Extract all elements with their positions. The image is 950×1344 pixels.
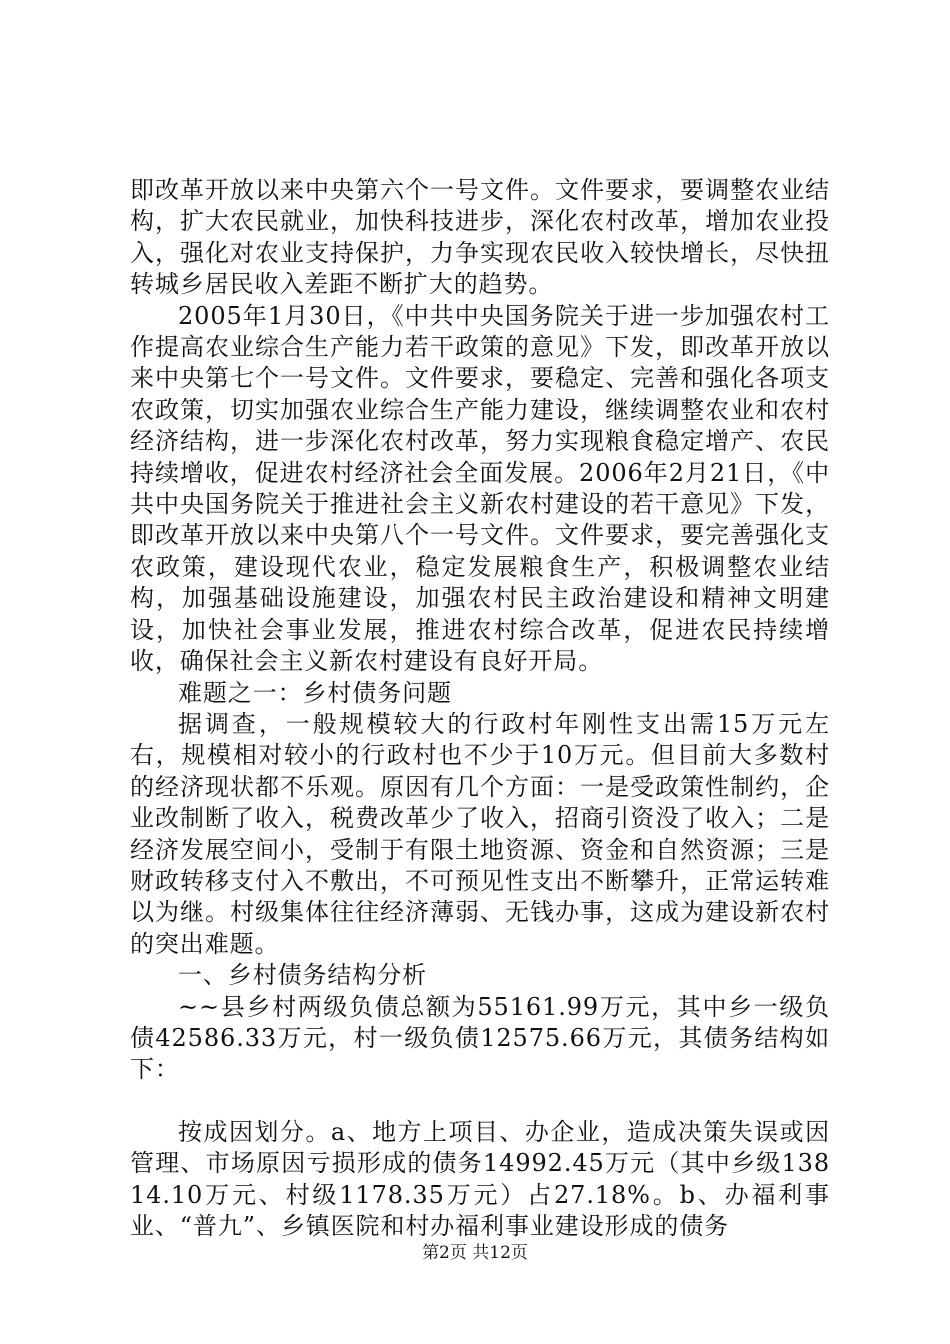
page-number-footer: 第2页 共12页 <box>422 1243 528 1263</box>
section-heading-difficulty-one: 难题之一：乡村债务问题 <box>178 678 452 707</box>
paragraph-3: 据调查，一般规模较大的行政村年刚性支出需15万元左右，规模相对较小的行政村也不少于10万元。但目前大多数村的经济现状都不乐观。原因有几个方面：一是受政策性制约，企业改制断了收入，税费改革少了收入，招商引资没了收入；二是经济发展空间小，受制于有限土地资源、资金和自然资源；三是财政转移支付入不敷出，不可预见性支出不断攀升，正常运转难以为继。村级集体往往经济薄弱、无钱办事，这成为建设新农村的突出难题。 <box>130 709 830 958</box>
paragraph-1: 即改革开放以来中央第六个一号文件。文件要求，要调整农业结构，扩大农民就业，加快科技进步，深化农村改革，增加农业投入，强化对农业支持保护，力争实现农民收入较快增长，尽快扭转城乡居民收入差距不断扩大的趋势。 <box>130 176 830 299</box>
paragraph-2: 2005年1月30日，《中共中央国务院关于进一步加强农村工作提高农业综合生产能力若干政策的意见》下发，即改革开放以来中央第七个一号文件。文件要求，要稳定、完善和强化各项支农政策，切实加强农业综合生产能力建设，继续调整农业和农村经济结构，进一步深化农村改革，努力实现粮食稳定增产、农民持续增收，促进农村经济社会全面发展。2006年2月21日，《中共中央国务院关于推进社会主义新农村建设的若干意见》下发，即改革开放以来中央第八个一号文件。文件要求，要完善强化支农政策，建设现代农业，稳定发展粮食生产，积极调整农业结构，加强基础设施建设，加强农村民主政治建设和精神文明建设，加快社会事业发展，推进农村综合改革，促进农民持续增收，确保社会主义新农村建设有良好开局。 <box>130 301 830 676</box>
paragraph-4: ~~县乡村两级负债总额为55161.99万元，其中乡一级负债42586.33万元，村一级负债12575.66万元，其债务结构如下： <box>130 992 830 1084</box>
paragraph-5: 按成因划分。a、地方上项目、办企业，造成决策失误或因管理、市场原因亏损形成的债务14992.45万元（其中乡级13814.10万元、村级1178.35万元）占27.18%。b、办福利事业、“普九”、乡镇医院和村办福利事业建设形成的债务 <box>130 1117 830 1240</box>
section-heading-debt-structure: 一、乡村债务结构分析 <box>178 961 427 990</box>
paragraph-spacer <box>130 1086 830 1117</box>
document-body <box>130 175 830 1242</box>
